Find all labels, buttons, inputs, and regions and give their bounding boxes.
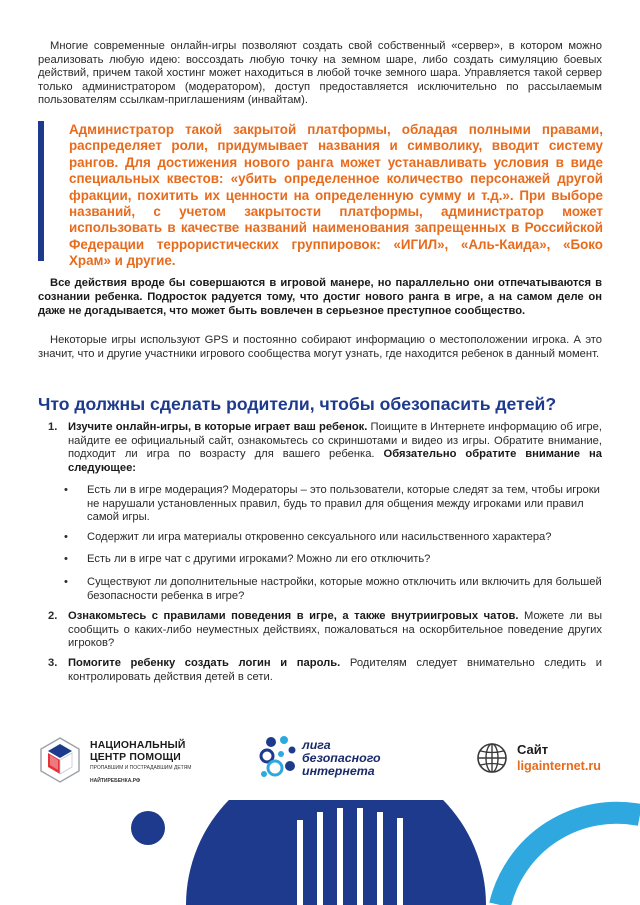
decorative-shapes <box>0 800 640 905</box>
ncp-name-line2: ЦЕНТР ПОМОЩИ <box>90 752 181 763</box>
lbi-logo <box>258 734 398 786</box>
bullet-dot: • <box>64 553 68 565</box>
bullet-dot: • <box>64 576 68 588</box>
item-text: Родителям следует внимательно следить и контролировать действия детей в сети. <box>68 657 602 683</box>
bullet-text: Содержит ли игра материалы откровенно сексуального или насильственного характера? <box>87 531 552 543</box>
gps-paragraph: Некоторые игры используют GPS и постоянно собирают информацию о местоположении игрока. А это значит, что и другие участники игрового сообщества могут узнать, где находится ребенок в данный момент. <box>38 334 602 360</box>
site-link[interactable]: ligainternet.ru <box>517 759 601 773</box>
lbi-line1: лига <box>302 738 331 752</box>
item-bold-lead: Помогите ребенку создать логин и пароль. <box>68 657 341 669</box>
list-item <box>48 657 602 684</box>
section-heading: Что должны сделать родители, чтобы обезопасить детей? <box>38 394 557 414</box>
ncp-hexagon-icon <box>36 736 84 784</box>
item-text: Поищите в Интернете информацию об игре, найдите ее официальный сайт, ознакомьтесь со скриншотами и видео из игры. Обратите внимание, подходит ли игра по возрасту для вашего ребенка. <box>68 421 602 461</box>
bullet-text: Есть ли в игре модерация? Модераторы – это пользователи, которые следят за тем, чтобы игроки не нарушали установленных правил, будь то правил для общения между игроками или правил самой игры. <box>87 484 600 524</box>
bullet-text: Существуют ли дополнительные настройки, которые можно отключить или включить для большей безопасности ребенка в игре? <box>87 576 602 602</box>
warning-paragraph: Все действия вроде бы совершаются в игровой манере, но параллельно они отпечатываются в сознании ребенка. Подросток радуется тому, что достиг нового ранга в игре, а на самом деле он даже не догадывается, что может быть вовлечен в серьезное преступное сообщество. <box>38 277 602 317</box>
globe-icon <box>476 742 508 774</box>
quote-accent-bar <box>38 121 44 261</box>
item-bold-lead: Ознакомьтесь с правилами поведения в игре, а также внутриигровых чатов. <box>68 610 519 622</box>
item-number: 2. <box>48 610 58 622</box>
item-bold-note: Обязательно обратите внимание на следующее: <box>68 448 602 474</box>
ncp-site: НАЙТИРЕБЕНКА.РФ <box>90 778 141 784</box>
bullet-item <box>64 484 602 525</box>
site-label: Сайт <box>517 742 549 757</box>
ncp-subtitle: ПРОПАВШИМ И ПОСТРАДАВШИМ ДЕТЯМ <box>90 765 192 771</box>
item-text: Можете ли вы сообщить о каких-либо неуместных действиях, пожаловаться на оскорбительное поведение других игроков? <box>68 610 602 650</box>
lbi-circles-icon <box>258 734 300 782</box>
bullet-item <box>64 576 602 603</box>
bullet-item <box>64 531 602 545</box>
lbi-line2: безопасного <box>302 751 381 765</box>
bullet-dot: • <box>64 484 68 496</box>
list-item <box>48 610 602 651</box>
item-number: 1. <box>48 421 58 433</box>
bullet-text: Есть ли в игре чат с другими игроками? Можно ли его отключить? <box>87 553 431 565</box>
lbi-line3: интернета <box>302 764 375 778</box>
bullet-item <box>64 553 602 567</box>
website-block <box>476 740 616 780</box>
item-bold-lead: Изучите онлайн-игры, в которые играет ваш ребенок. <box>68 421 368 433</box>
ncp-logo <box>36 732 216 792</box>
item-number: 3. <box>48 657 58 669</box>
bullet-dot: • <box>64 531 68 543</box>
list-item <box>48 421 602 475</box>
highlight-quote: Администратор такой закрытой платформы, обладая полными правами, распределяет роли, придумывает названия и символику, вводит систему рангов. Для достижения нового ранга может устанавливать условия в виде специальных квестов: «убить определенное количество персонажей другой фракции, похитить их ценности на определенную сумму и т.д.». При выборе названий, с учетом закрытости платформы, администратор может использовать в качестве названий наименования запрещенных в Российской Федерации террористических группировок: «ИГИЛ», «Аль-Каида», «Боко Храм» и другие. <box>69 122 603 269</box>
intro-paragraph: Многие современные онлайн-игры позволяют создать свой собственный «сервер», в котором можно реализовать любую идею: воссоздать любую точку на земном шаре, либо создать симуляцию боевых действий, причем такой хостинг может находиться в любой точке земного шара. Управляется такой сервер только администратором (модератором), доступ предоставляется исключительно по рассылаемым пользователям ссылкам-приглашениям (инвайтам). <box>38 40 602 107</box>
ncp-name-line1: НАЦИОНАЛЬНЫЙ <box>90 740 186 751</box>
